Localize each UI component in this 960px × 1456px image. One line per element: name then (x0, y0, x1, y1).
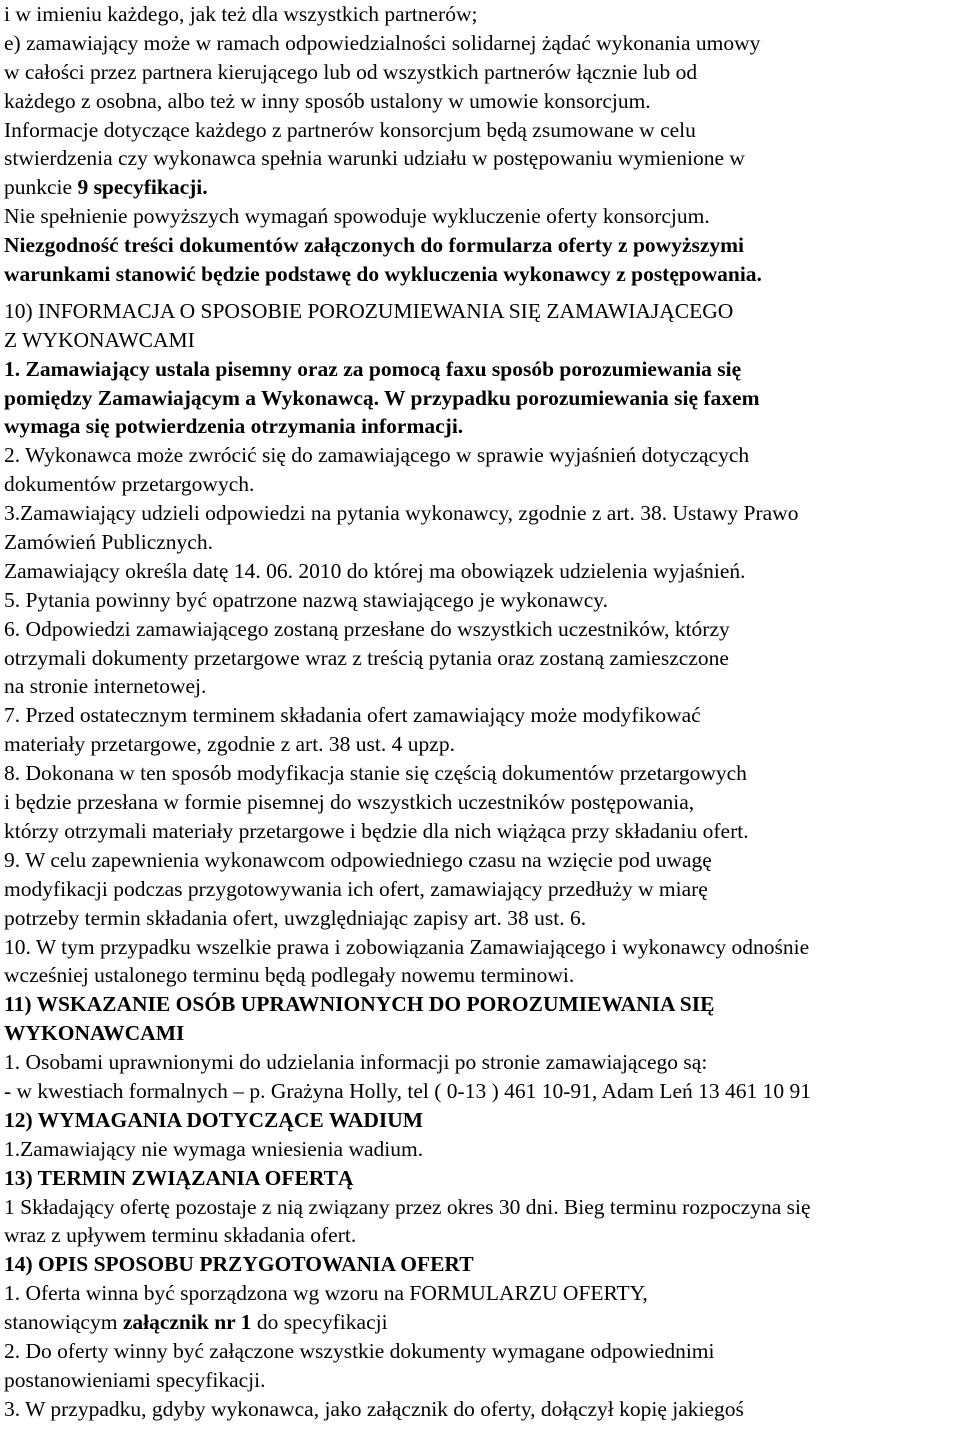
text-line: 7. Przed ostatecznym terminem składania ofert zamawiający może modyfikować (4, 703, 701, 728)
bold-text-line: wymaga się potwierdzenia otrzymania informacji. (4, 414, 464, 439)
text-line: 5. Pytania powinny być opatrzone nazwą stawiającego je wykonawcy. (4, 587, 608, 612)
bold-text-line: warunkami stanowić będzie podstawę do wykluczenia wykonawcy z postępowania. (4, 262, 762, 287)
text-line: 1. Oferta winna być sporządzona wg wzoru na FORMULARZU OFERTY, (4, 1281, 648, 1306)
text-line: Zamawiający określa datę 14. 06. 2010 do której ma obowiązek udzielenia wyjaśnień. (4, 558, 746, 583)
text-line: i będzie przesłana w formie pisemnej do wszystkich uczestników postępowania, (4, 790, 695, 815)
text-fragment: do specyfikacji (256, 1310, 388, 1335)
text-line: 1.Zamawiający nie wymaga wniesienia wadium. (4, 1136, 424, 1161)
text-fragment: stanowiącym (4, 1310, 118, 1335)
text-line: e) zamawiający może w ramach odpowiedzialności solidarnej żądać wykonania umowy (4, 30, 761, 55)
bold-text-line: Niezgodność treści dokumentów załączonych do formularza oferty z powyższymi (4, 233, 745, 258)
text-line: wcześniej ustalonego terminu będą podlegały nowemu terminowi. (4, 963, 575, 988)
bold-fragment: 9 specyfikacji. (77, 175, 208, 200)
text-line: i w imieniu każdego, jak też dla wszystkich partnerów; (4, 2, 478, 26)
section-heading: 12) WYMAGANIA DOTYCZĄCE WADIUM (4, 1107, 424, 1132)
text-line: którzy otrzymali materiały przetargowe i będzie dla nich wiążąca przy składaniu ofert. (4, 818, 749, 843)
text-line: postanowieniami specyfikacji. (4, 1367, 266, 1392)
text-line: Nie spełnienie powyższych wymagań spowoduje wykluczenie oferty konsorcjum. (4, 204, 710, 229)
text-line: dokumentów przetargowych. (4, 472, 255, 497)
text-line: modyfikacji podczas przygotowywania ich ofert, zamawiający przedłuży w miarę (4, 876, 708, 901)
text-line: otrzymali dokumenty przetargowe wraz z treścią pytania oraz zostaną zamieszczone (4, 645, 729, 670)
text-line: w całości przez partnera kierującego lub od wszystkich partnerów łącznie lub od (4, 59, 698, 84)
section-heading-cont: Z WYKONAWCAMI (4, 327, 195, 352)
section-heading: 13) TERMIN ZWIĄZANIA OFERTĄ (4, 1165, 354, 1190)
text-line: 10. W tym przypadku wszelkie prawa i zobowiązania Zamawiającego i wykonawcy odnośnie (4, 934, 810, 959)
section-heading: 11) WSKAZANIE OSÓB UPRAWNIONYCH DO POROZUMIEWANIA SIĘ (4, 992, 715, 1017)
text-line: Informacje dotyczące każdego z partnerów konsorcjum będą zsumowane w celu (4, 117, 696, 142)
text-line: stwierdzenia czy wykonawca spełnia warunki udziału w postępowaniu wymienione w (4, 146, 745, 171)
text-line: potrzeby termin składania ofert, uwzględniając zapisy art. 38 ust. 6. (4, 905, 587, 930)
text-line: wraz z upływem terminu składania ofert. (4, 1223, 357, 1248)
text-line: każdego z osobna, albo też w inny sposób ustalony w umowie konsorcjum. (4, 88, 651, 113)
text-line: 6. Odpowiedzi zamawiającego zostaną przesłane do wszystkich uczestników, którzy (4, 616, 730, 641)
spacer (4, 289, 960, 297)
text-line (4, 1308, 960, 1337)
text-line: na stronie internetowej. (4, 674, 207, 699)
document-page (4, 0, 960, 1424)
text-line: 1 Składający ofertę pozostaje z nią związany przez okres 30 dni. Bieg terminu rozpoczyna się (4, 1194, 811, 1219)
section-heading: 10) INFORMACJA O SPOSOBIE POROZUMIEWANIA SIĘ ZAMAWIAJĄCEGO (4, 298, 734, 323)
text-line: 2. Wykonawca może zwrócić się do zamawiającego w sprawie wyjaśnień dotyczących (4, 443, 750, 468)
text-fragment: punkcie (4, 175, 73, 200)
text-line: 2. Do oferty winny być załączone wszystkie dokumenty wymagane odpowiednimi (4, 1338, 715, 1363)
text-line: 3.Zamawiający udzieli odpowiedzi na pytania wykonawcy, zgodnie z art. 38. Ustawy Prawo (4, 501, 799, 526)
text-line: 1. Osobami uprawnionymi do udzielania informacji po stronie zamawiającego są: (4, 1050, 708, 1075)
bold-text-line: pomiędzy Zamawiającym a Wykonawcą. W przypadku porozumiewania się faxem (4, 385, 760, 410)
text-line: Zamówień Publicznych. (4, 530, 213, 555)
text-line: 3. W przypadku, gdyby wykonawca, jako załącznik do oferty, dołączył kopię jakiegoś (4, 1396, 744, 1421)
text-line (4, 173, 960, 202)
text-line: - w kwestiach formalnych – p. Grażyna Holly, tel ( 0-13 ) 461 10-91, Adam Leń 13 461 10 91 (4, 1078, 812, 1103)
section-heading-cont: WYKONAWCAMI (4, 1021, 185, 1046)
section-heading: 14) OPIS SPOSOBU PRZYGOTOWANIA OFERT (4, 1252, 474, 1277)
text-line: 9. W celu zapewnienia wykonawcom odpowiedniego czasu na wzięcie pod uwagę (4, 847, 712, 872)
bold-fragment: załącznik nr 1 (122, 1310, 252, 1335)
bold-text-line: 1. Zamawiający ustala pisemny oraz za pomocą faxu sposób porozumiewania się (4, 356, 742, 381)
text-line: materiały przetargowe, zgodnie z art. 38 ust. 4 upzp. (4, 732, 455, 757)
text-line: 8. Dokonana w ten sposób modyfikacja stanie się częścią dokumentów przetargowych (4, 761, 747, 786)
